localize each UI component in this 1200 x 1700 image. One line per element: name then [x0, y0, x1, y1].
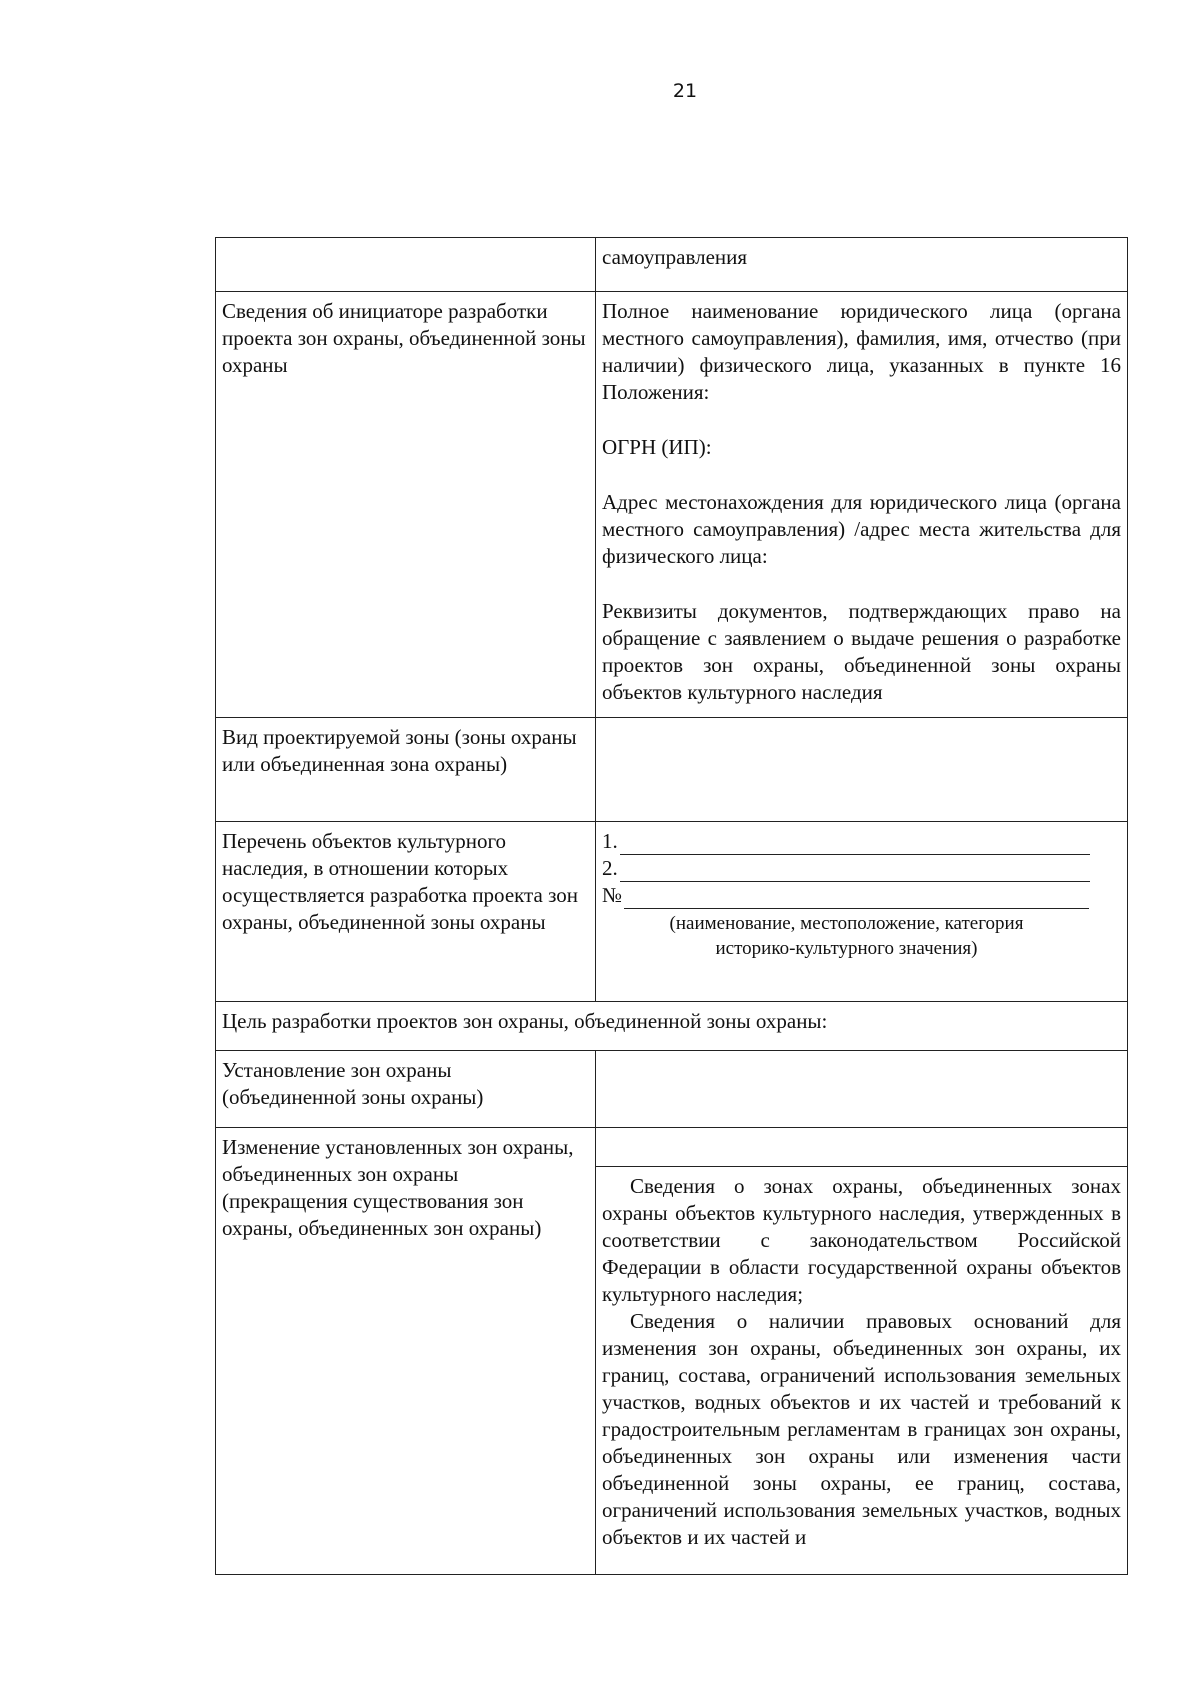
table-row: [216, 1051, 1128, 1128]
establish-zones-field[interactable]: [596, 1051, 1128, 1128]
blank-line-3[interactable]: [624, 886, 1089, 909]
list-caption: (наименование, местоположение, категория историко-культурного значения): [669, 913, 1024, 959]
zones-info-text: Сведения о зонах охраны, объединенных зонах охраны объектов культурного наследия, утвержденных в соответствии с законодательством Российской Федерации в области государственной охраны объектов культурного наследия;: [602, 1174, 1121, 1306]
initiator-info-cell: [596, 292, 1128, 718]
table-row: [216, 1002, 1128, 1051]
empty-cell: [216, 238, 596, 292]
zone-type-field[interactable]: [596, 718, 1128, 822]
table-row: [216, 238, 1128, 292]
change-zones-field[interactable]: [596, 1128, 1127, 1167]
continuation-cell: самоуправления: [596, 238, 1128, 292]
list-item: 2.: [602, 855, 1121, 882]
table-row: [216, 292, 1128, 718]
list-item: №: [602, 882, 1121, 909]
heritage-list-cell: [596, 822, 1128, 1002]
blank-line-1[interactable]: [620, 832, 1090, 855]
heritage-list-label: Перечень объектов культурного наследия, в отношении которых осуществляется разработка проекта зон охраны, объединенной зоны охраны: [216, 822, 596, 1002]
initiator-name-text: Полное наименование юридического лица (органа местного самоуправления), фамилия, имя, отчество (при наличии) физического лица, указанных в пункте 16 Положения:: [602, 299, 1121, 404]
purpose-heading: Цель разработки проектов зон охраны, объединенной зоны охраны:: [216, 1002, 1128, 1051]
list-item: 1.: [602, 828, 1121, 855]
address-text: Адрес местонахождения для юридического лица (органа местного самоуправления) /адрес места жительства для физического лица:: [602, 490, 1121, 568]
establish-zones-label: Установление зон охраны (объединенной зоны охраны): [216, 1051, 596, 1128]
application-form-table: [215, 237, 1128, 1575]
documents-text: Реквизиты документов, подтверждающих право на обращение с заявлением о выдаче решения о разработке проектов зон охраны, объединенной зоны охраны объектов культурного наследия: [602, 599, 1121, 704]
change-zones-cell: [596, 1128, 1128, 1575]
table-row: [216, 718, 1128, 822]
initiator-label: Сведения об инициаторе разработки проекта зон охраны, объединенной зоны охраны: [216, 292, 596, 718]
table-row: [216, 1128, 1128, 1575]
table-row: [216, 822, 1128, 1002]
legal-basis-text: Сведения о наличии правовых оснований для изменения зон охраны, объединенных зон охраны, их границ, состава, ограничений использования земельных участков, водных объектов и их частей и требований к градостроительным регламентам в границах зон охраны, объединенных зон охраны или изменения части объединенной зоны охраны, ее границ, состава, ограничений использования земельных участков, водных объектов и их частей и: [602, 1309, 1121, 1549]
change-zones-label: Изменение установленных зон охраны, объединенных зон охраны (прекращения существования зон охраны, объединенных зон охраны): [216, 1128, 596, 1575]
ogrn-text: ОГРН (ИП):: [602, 435, 712, 459]
blank-line-2[interactable]: [620, 859, 1090, 882]
page-number: 21: [672, 80, 698, 102]
zone-type-label: Вид проектируемой зоны (зоны охраны или объединенная зона охраны): [216, 718, 596, 822]
